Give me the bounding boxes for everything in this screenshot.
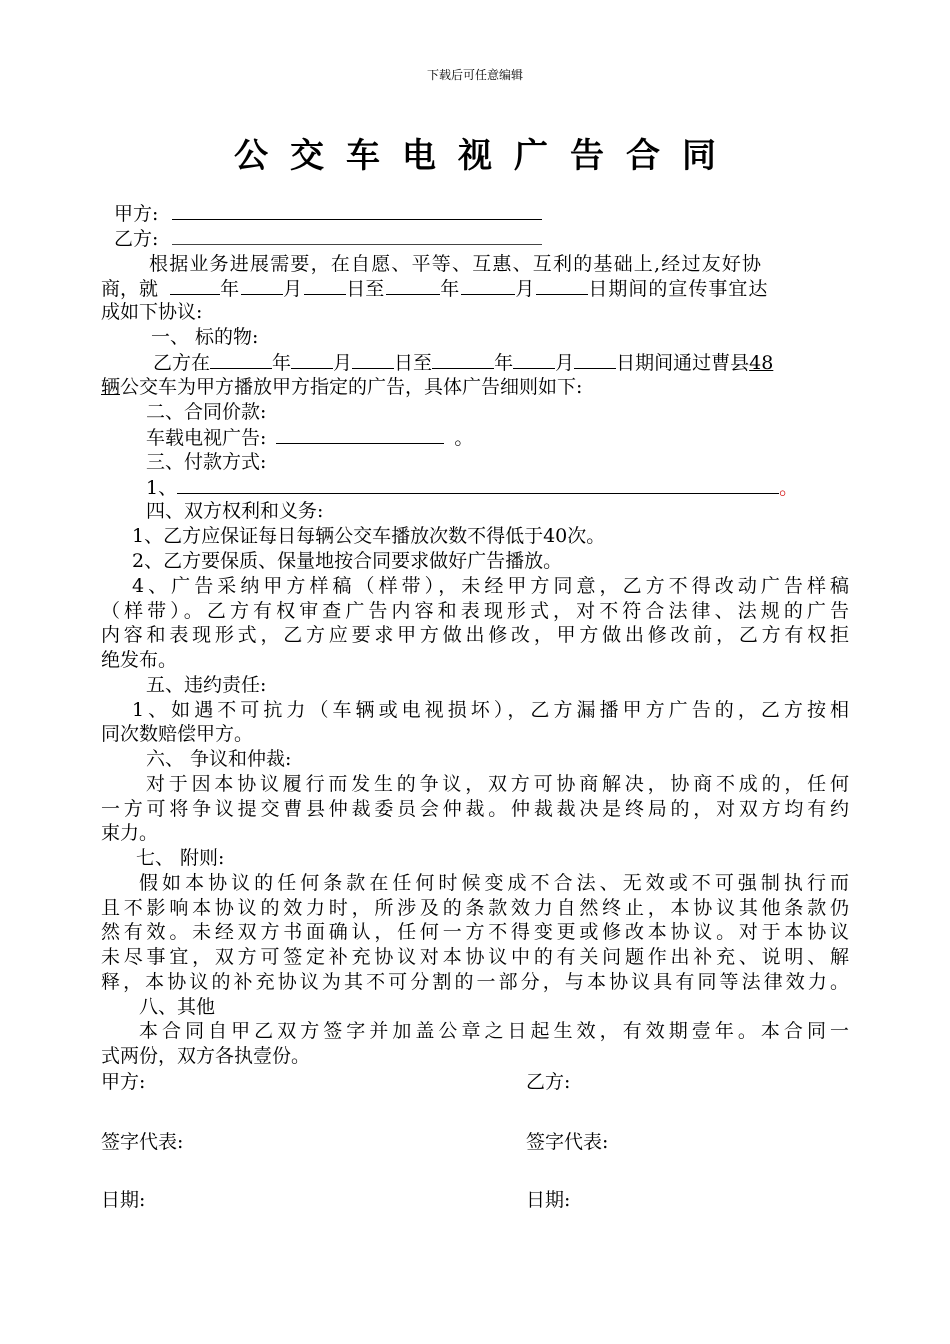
- section-2-heading: 二、合同价款:: [146, 401, 267, 423]
- section-7-line-5: 释，本协议的补充协议为其不可分割的一部分，与本协议具有同等法律效力。: [101, 971, 849, 993]
- signature-party-a: 甲方:: [101, 1071, 146, 1093]
- section-7-line-2: 且不影响本协议的效力时，所涉及的条款效力自然终止，本协议其他条款仍: [101, 897, 849, 919]
- section-2-line-1: 车载电视广告: 。: [146, 427, 474, 449]
- payment-field[interactable]: [177, 475, 779, 494]
- party-a-label: 甲方:: [114, 203, 159, 225]
- section-3-line-1: 1、 。: [146, 477, 799, 499]
- section-4-heading: 四、双方权利和义务:: [146, 500, 324, 522]
- section-6-line-1: 对于因本协议履行而发生的争议，双方可协商解决，协商不成的，任何: [146, 773, 849, 795]
- intro-line-3: 成如下协议:: [101, 301, 203, 323]
- party-a-field[interactable]: [172, 201, 542, 220]
- section-1-line-2: 辆公交车为甲方播放甲方指定的广告，具体广告细则如下:: [101, 376, 583, 398]
- section-3-heading: 三、付款方式:: [146, 451, 267, 473]
- intro-line-1: 根据业务进展需要，在自愿、平等、互惠、互利的基础上,经过友好协: [149, 253, 763, 275]
- intro-line-2: 商，就 年 月 日至 年 月 日期间的宣传事宜达: [101, 278, 769, 300]
- section-4-para-3-line-4: 绝发布。: [101, 649, 178, 671]
- price-field[interactable]: [276, 425, 444, 444]
- section-4-para-2: 2、乙方要保质、保量地按合同要求做好广告播放。: [132, 550, 563, 572]
- party-b-label: 乙方:: [114, 228, 159, 250]
- section-4-para-1: 1、乙方应保证每日每辆公交车播放次数不得低于40次。: [132, 525, 606, 547]
- section-5-line-2: 同次数赔偿甲方。: [101, 723, 254, 745]
- party-b-field[interactable]: [172, 226, 542, 245]
- signature-rep-a: 签字代表:: [101, 1131, 184, 1153]
- section-4-para-3-line-1: 4、广告采纳甲方样稿（样带），未经甲方同意，乙方不得改动广告样稿: [132, 575, 849, 597]
- party-b-line: [114, 226, 542, 251]
- section-1-heading: 一、 标的物:: [151, 326, 259, 348]
- section-7-heading: 七、 附则:: [136, 847, 225, 869]
- section-7-line-3: 然有效。未经双方书面确认，任何一方不得变更或修改本协议。对于本协议: [101, 921, 849, 943]
- signature-party-b: 乙方:: [526, 1071, 571, 1093]
- section-7-line-1: 假如本协议的任何条款在任何时候变成不合法、无效或不可强制执行而: [139, 872, 849, 894]
- header-note: 下载后可任意编辑: [426, 68, 523, 82]
- signature-date-a: 日期:: [101, 1189, 146, 1211]
- section-6-heading: 六、 争议和仲裁:: [146, 748, 292, 770]
- section-4-para-3-line-3: 内容和表现形式，乙方应要求甲方做出修改，甲方做出修改前，乙方有权拒: [101, 624, 849, 646]
- section-1-line-1: 乙方在 年 月 日至 年 月 日期间通过曹县48: [153, 352, 774, 374]
- section-4-para-3-line-2: （样带）。乙方有权审查广告内容和表现形式，对不符合法律、法规的广告: [101, 600, 849, 622]
- signature-rep-b: 签字代表:: [526, 1131, 609, 1153]
- section-8-line-1: 本合同自甲乙双方签字并加盖公章之日起生效，有效期壹年。本合同一: [139, 1020, 849, 1042]
- section-8-heading: 八、其他: [139, 996, 216, 1018]
- section-5-line-1: 1、如遇不可抗力（车辆或电视损坏），乙方漏播甲方广告的，乙方按相: [132, 699, 849, 721]
- section-6-line-3: 束力。: [101, 822, 159, 844]
- signature-date-b: 日期:: [526, 1189, 571, 1211]
- page-title: 公交车电视广告合同: [234, 136, 738, 176]
- section-6-line-2: 一方可将争议提交曹县仲裁委员会仲裁。仲裁裁决是终局的，对双方均有约: [101, 798, 849, 820]
- section-5-heading: 五、违约责任:: [146, 674, 267, 696]
- section-8-line-2: 式两份，双方各执壹份。: [101, 1045, 311, 1067]
- section-7-line-4: 未尽事宜，双方可签定补充协议对本协议中的有关问题作出补充、说明、解: [101, 946, 849, 968]
- party-a-line: [114, 201, 542, 226]
